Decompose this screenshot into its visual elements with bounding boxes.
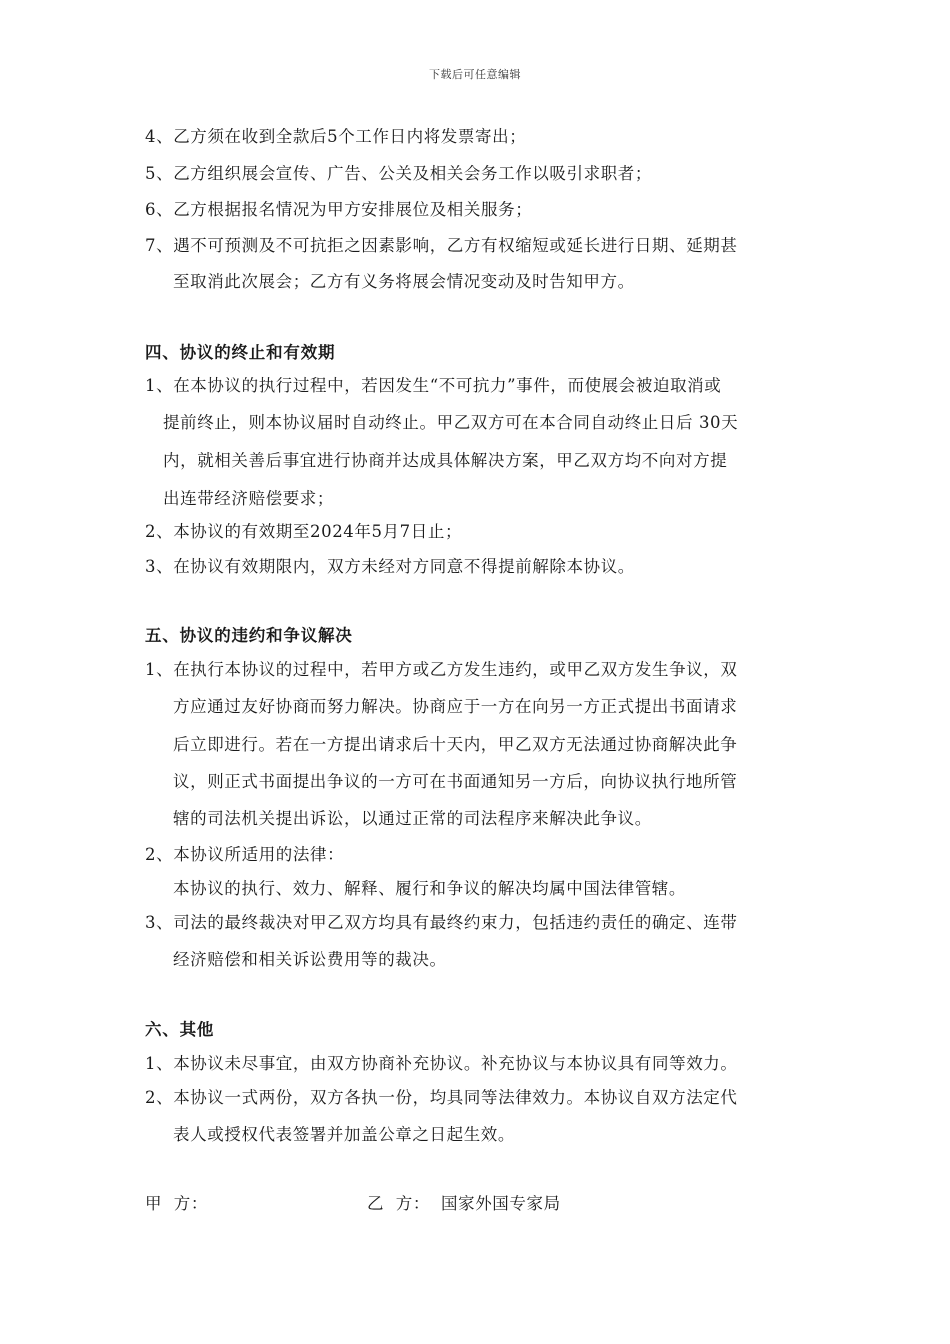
section-4-title: 四、协议的终止和有效期: [145, 343, 336, 362]
clause-4-3: 3、在协议有效期限内，双方未经对方同意不得提前解除本协议。: [145, 557, 635, 576]
section-5-title: 五、协议的违约和争议解决: [145, 626, 353, 645]
clause-5-1-cont: 议，则正式书面提出争议的一方可在书面通知另一方后，向协议执行地所管: [173, 772, 738, 791]
clause-5-1-cont: 方应通过友好协商而努力解决。协商应于一方在向另一方正式提出书面请求: [173, 697, 738, 716]
clause-6-1: 1、本协议未尽事宜，由双方协商补充协议。补充协议与本协议具有同等效力。: [145, 1054, 738, 1073]
party-a-label: 甲 方：: [145, 1194, 208, 1213]
clause-6-2: 2、本协议一式两份，双方各执一份，均具同等法律效力。本协议自双方法定代: [145, 1088, 738, 1107]
clause-3-7: 7、遇不可预测及不可抗拒之因素影响，乙方有权缩短或延长进行日期、延期甚: [145, 236, 738, 255]
section-6-title: 六、其他: [145, 1020, 215, 1039]
clause-5-1-cont: 辖的司法机关提出诉讼，以通过正常的司法程序来解决此争议。: [173, 809, 652, 828]
clause-4-1-cont: 出连带经济赔偿要求；: [163, 489, 334, 508]
clause-6-2-cont: 表人或授权代表签署并加盖公章之日起生效。: [173, 1125, 515, 1144]
clause-5-3: 3、司法的最终裁决对甲乙双方均具有最终约束力，包括违约责任的确定、连带: [145, 913, 738, 932]
clause-5-1: 1、在执行本协议的过程中，若甲方或乙方发生违约，或甲乙双方发生争议，双: [145, 660, 738, 679]
page-header-note: 下载后可任意编辑: [429, 68, 521, 81]
clause-3-5: 5、乙方组织展会宣传、广告、公关及相关会务工作以吸引求职者；: [145, 164, 652, 183]
clause-3-4: 4、乙方须在收到全款后5个工作日内将发票寄出；: [145, 127, 527, 146]
clause-4-1-cont: 提前终止，则本协议届时自动终止。甲乙双方可在本合同自动终止日后 30天: [163, 413, 739, 432]
clause-4-1: 1、在本协议的执行过程中，若因发生“不可抗力”事件，而使展会被迫取消或: [145, 376, 722, 395]
clause-5-1-cont: 后立即进行。若在一方提出请求后十天内，甲乙双方无法通过协商解决此争: [173, 735, 738, 754]
clause-4-2: 2、本协议的有效期至2024年5月7日止；: [145, 522, 463, 541]
party-b-name: 国家外国专家局: [441, 1194, 561, 1213]
clause-5-2: 2、本协议所适用的法律：: [145, 845, 345, 864]
clause-3-7-cont: 至取消此次展会；乙方有义务将展会情况变动及时告知甲方。: [173, 272, 635, 291]
party-b-label: 乙 方：: [367, 1194, 430, 1213]
clause-4-1-cont: 内，就相关善后事宜进行协商并达成具体解决方案，甲乙双方均不向对方提: [163, 451, 728, 470]
clause-3-6: 6、乙方根据报名情况为甲方安排展位及相关服务；: [145, 200, 533, 219]
clause-5-3-cont: 经济赔偿和相关诉讼费用等的裁决。: [173, 950, 447, 969]
clause-5-2-cont: 本协议的执行、效力、解释、履行和争议的解决均属中国法律管辖。: [173, 879, 686, 898]
